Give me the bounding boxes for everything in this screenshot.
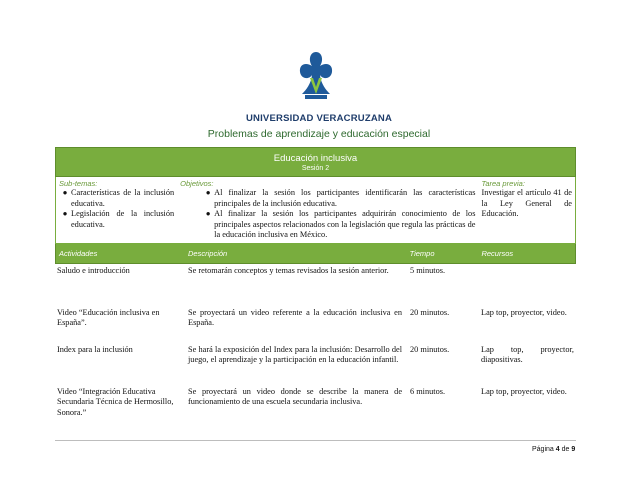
subtemas-cell [56, 177, 177, 243]
col-header-recursos: Recursos [481, 248, 514, 258]
tiempo-cell: 20 minutos. [410, 344, 450, 354]
actividad-cell: Video “Integración Educativa Secundaria Técnica de Hermosillo, Sonora.” [57, 386, 174, 417]
list-item: ● Al finalizar la sesión los participantes identificarán las características principales de la inclusión educativa. [205, 188, 476, 208]
of-word: de [561, 446, 570, 453]
col-header-actividades: Actividades [59, 248, 98, 258]
page-number: 4 [555, 446, 560, 453]
footer-divider [55, 440, 576, 441]
objetivos-label: Objetivos: [180, 179, 214, 188]
actividad-cell: Index para la inclusión [57, 344, 133, 354]
tarea-cell [478, 177, 575, 243]
subtemas-label: Sub-temas: [59, 179, 98, 188]
tiempo-cell: 20 minutos. [410, 307, 450, 317]
plan-row [55, 177, 576, 244]
descripcion-cell: Se proyectará un video donde se describe la manera de funcionamiento de una escuela secundaria inclusiva. [188, 386, 402, 406]
session-title: Educación inclusiva [273, 152, 358, 164]
table-row [55, 343, 576, 385]
tiempo-cell: 6 minutos. [410, 386, 446, 396]
col-header-tiempo: Tiempo [409, 248, 435, 258]
list-item: ● Al finalizar la sesión los participantes adquirirán conocimiento de los principales aspectos relacionados con la legislación que regula las prácticas de la educación inclusiva en México. [205, 209, 476, 239]
activities-header [55, 244, 576, 264]
recursos-cell: Lap top, proyector, diapositivas. [481, 344, 574, 364]
course-title: Problemas de aprendizaje y educación especial [207, 128, 431, 140]
descripcion-cell: Se proyectará un video referente a la educación inclusiva en España. [188, 307, 402, 327]
actividad-cell: Video “Educación inclusiva en España”. [57, 307, 160, 327]
session-number: Sesión 2 [301, 164, 330, 172]
table-row [55, 385, 576, 425]
table-row [55, 306, 576, 343]
page-footer [532, 446, 575, 453]
objetivos-cell [177, 177, 478, 243]
page-total: 9 [571, 446, 576, 453]
recursos-cell: Lap top, proyector, video. [481, 307, 567, 317]
tiempo-cell: 5 minutos. [410, 265, 446, 275]
tarea-text: Investigar el artículo 41 de la Ley General de Educación. [481, 188, 572, 218]
descripcion-cell: Se retomarán conceptos y temas revisados la sesión anterior. [188, 265, 389, 275]
table-row [55, 264, 576, 306]
list-item: ● Características de la inclusión educativa. [62, 188, 175, 208]
tarea-label: Tarea previa: [481, 179, 525, 188]
university-logo [296, 48, 336, 104]
recursos-cell [479, 264, 576, 306]
descripcion-cell: Se hará la exposición del Index para la inclusión: Desarrollo del juego, el aprendizaje y la participación en la educación infantil. [188, 344, 402, 364]
col-header-descripcion: Descripción [188, 248, 228, 258]
page-word: Página [532, 446, 554, 453]
recursos-cell: Lap top, proyector, video. [481, 386, 567, 396]
list-item: ● Legislación de la inclusión educativa. [62, 209, 175, 229]
university-name: UNIVERSIDAD VERACRUZANA [245, 113, 393, 124]
session-table [55, 147, 576, 425]
session-header [55, 147, 576, 177]
actividad-cell: Saludo e introducción [57, 265, 130, 275]
